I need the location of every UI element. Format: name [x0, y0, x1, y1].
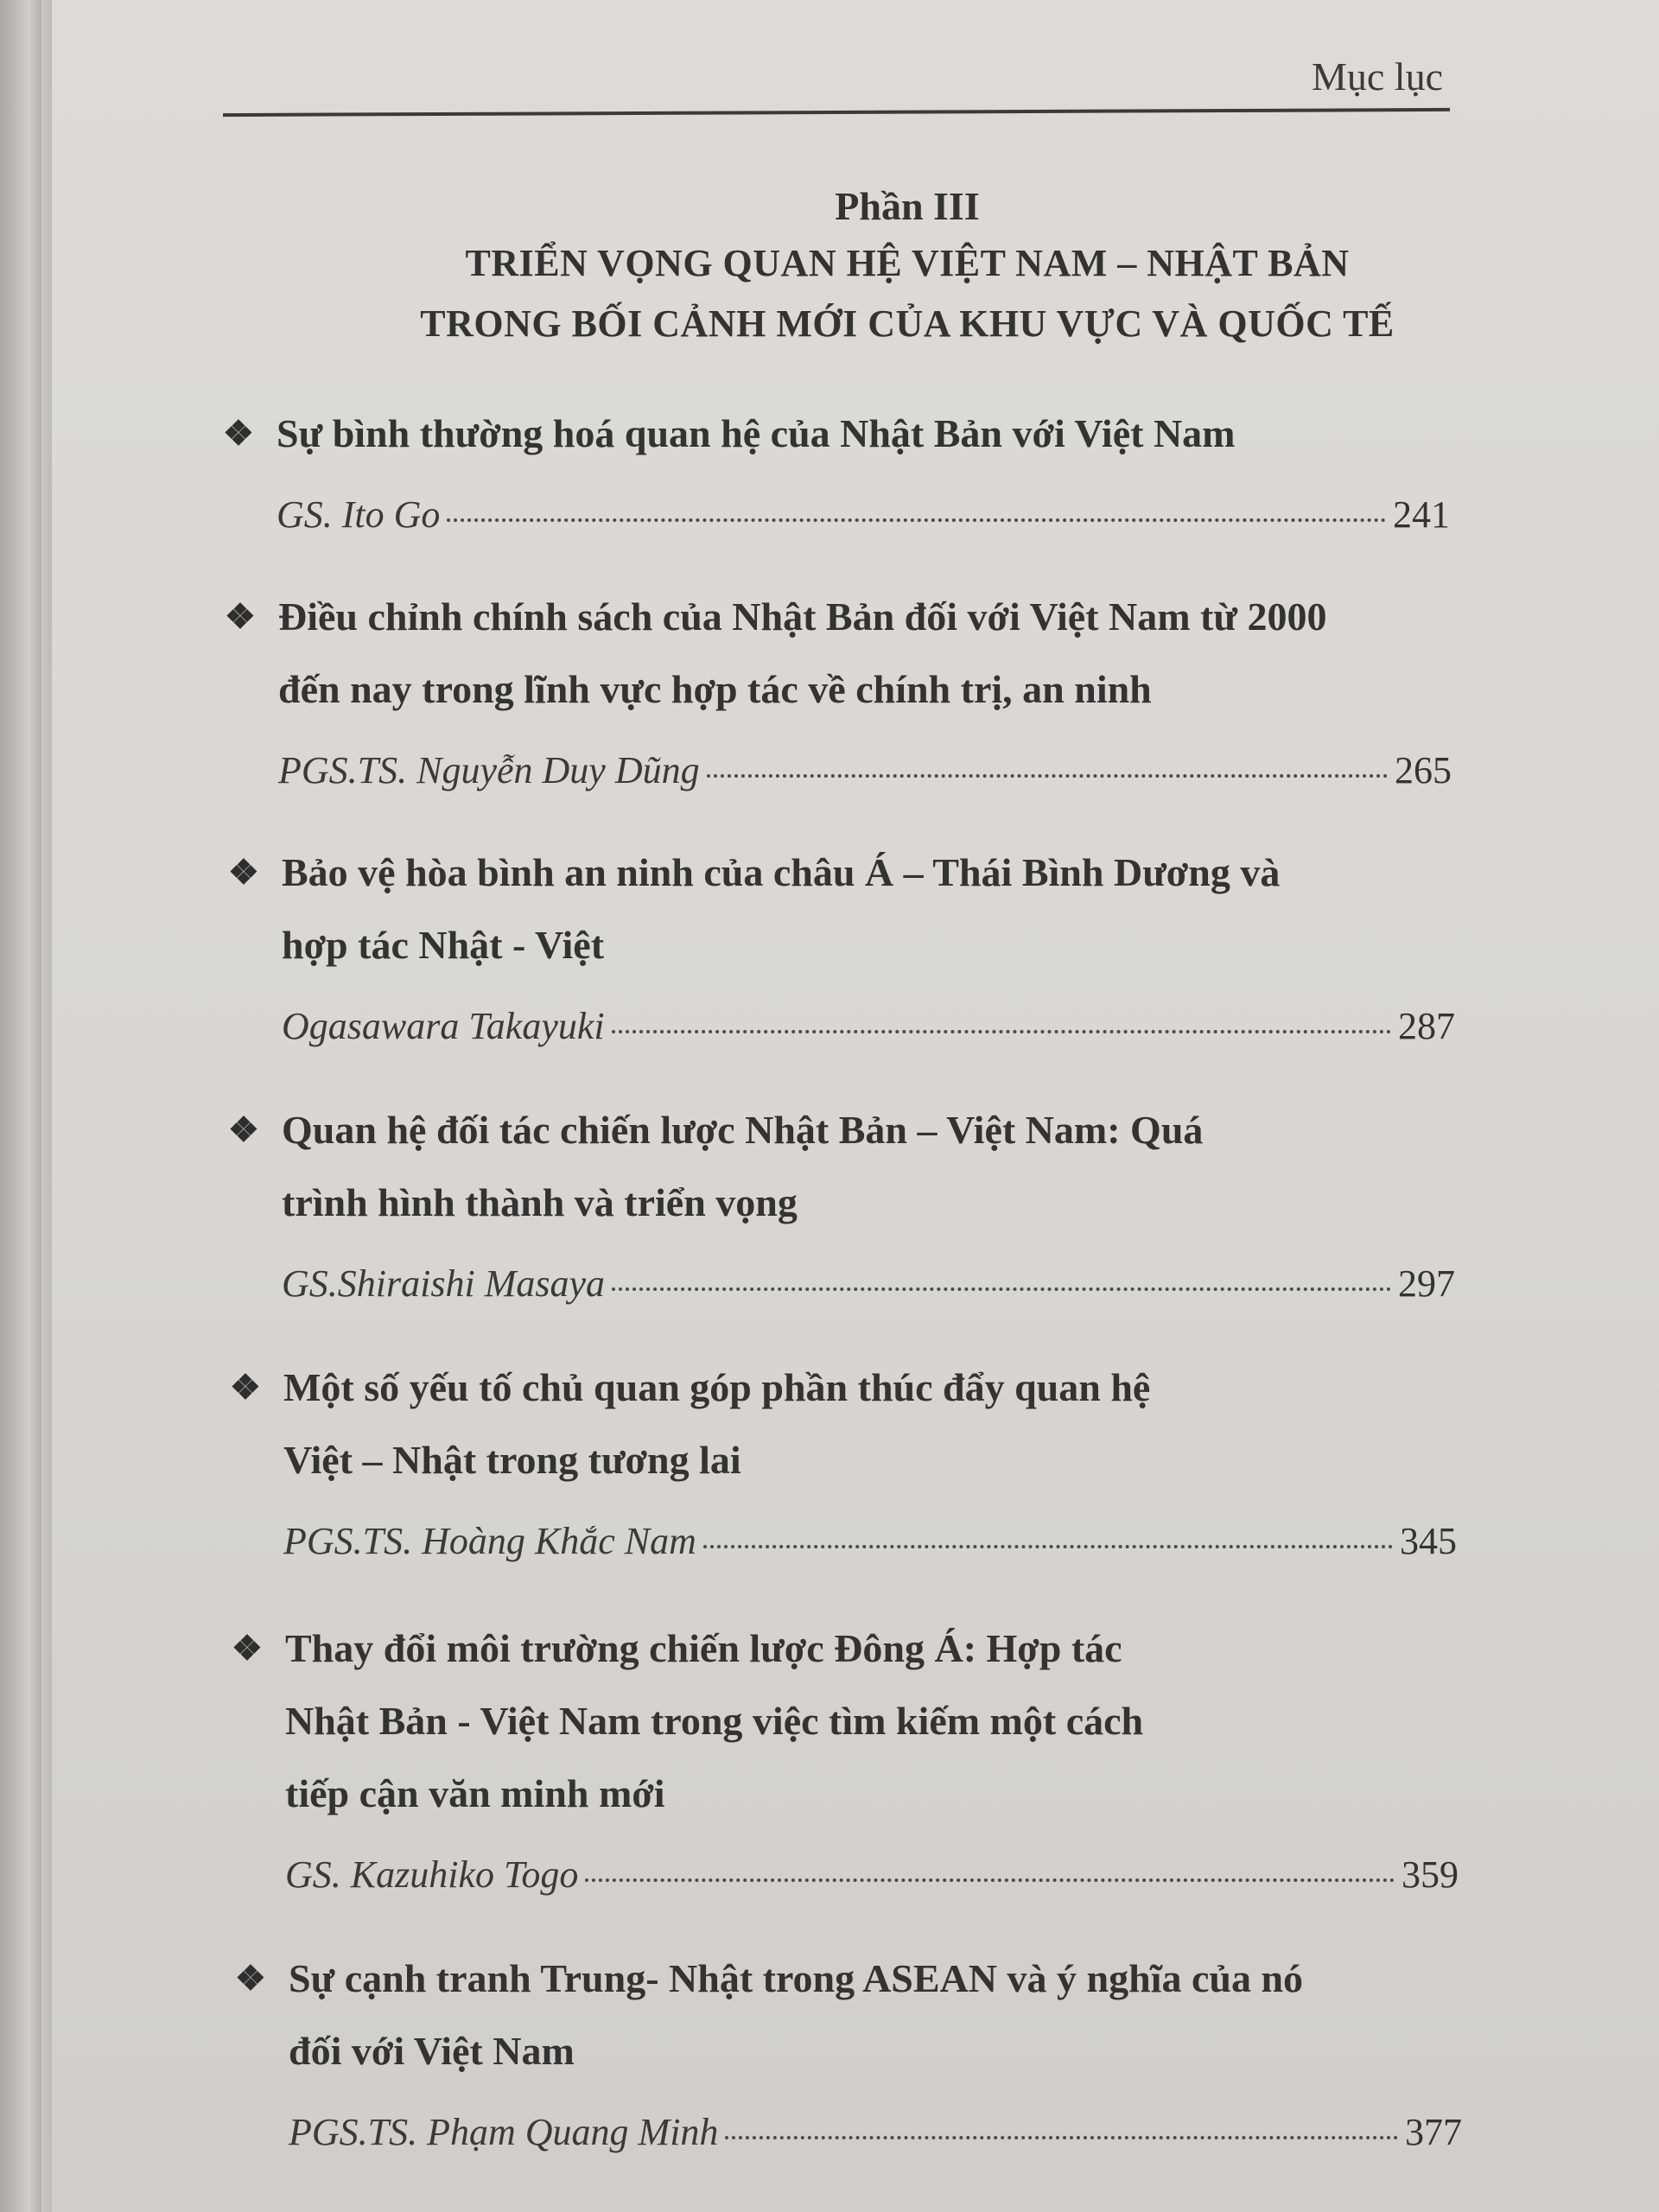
entry-author: PGS.TS. Phạm Quang Minh: [289, 2111, 719, 2153]
header-rule: [223, 108, 1450, 117]
leader-dots: [585, 1878, 1395, 1882]
bullet-diamond-icon: ❖: [235, 1959, 266, 1998]
running-header: Mục lục: [1311, 54, 1443, 99]
author-line: [228, 1258, 1455, 1310]
author-line: [230, 1516, 1457, 1567]
toc-entry: [223, 397, 1450, 541]
toc-entry: [232, 1612, 1459, 1901]
entry-author: PGS.TS. Nguyễn Duy Dũng: [278, 749, 700, 791]
bullet-diamond-icon: ❖: [225, 597, 256, 636]
leader-dots: [703, 1545, 1393, 1548]
entry-author: PGS.TS. Hoàng Khắc Nam: [283, 1520, 696, 1562]
part-label: Phần III: [835, 184, 980, 228]
entry-title-line: Sự cạnh tranh Trung- Nhật trong ASEAN và ý nghĩa của nó: [289, 1956, 1304, 2000]
bullet-diamond-icon: ❖: [228, 1110, 259, 1149]
entry-author: GS.Shiraishi Masaya: [282, 1262, 605, 1305]
toc-entry: [235, 1942, 1462, 2158]
entry-title: [228, 836, 1455, 982]
leader-dots: [707, 774, 1388, 778]
entry-title-line: Sự bình thường hoá quan hệ của Nhật Bản với Việt Nam: [276, 411, 1236, 455]
leader-dots: [447, 518, 1386, 522]
entry-author: Ogasawara Takayuki: [282, 1005, 605, 1047]
entry-title-line: Việt – Nhật trong tương lai: [283, 1438, 741, 1482]
part-title-line-1: TRIỂN VỌNG QUAN HỆ VIỆT NAM – NHẬT BẢN: [465, 242, 1350, 284]
bullet-diamond-icon: ❖: [228, 853, 259, 892]
entry-title: [228, 1094, 1455, 1239]
leader-dots: [612, 1287, 1391, 1291]
previous-page-edge: [0, 0, 41, 2212]
entry-title-line: Điều chỉnh chính sách của Nhật Bản đối với Việt Nam từ 2000: [278, 594, 1327, 639]
entry-title-line: Bảo vệ hòa bình an ninh của châu Á – Thái Bình Dương và: [282, 850, 1281, 894]
entry-title-line: tiếp cận văn minh mới: [285, 1771, 665, 1815]
entry-title-line: Thay đổi môi trường chiến lược Đông Á: Hợp tác: [285, 1626, 1122, 1670]
bullet-diamond-icon: ❖: [230, 1368, 261, 1407]
entry-title-line: đối với Việt Nam: [289, 2029, 575, 2073]
entry-author: GS. Kazuhiko Togo: [285, 1853, 579, 1896]
leader-dots: [725, 2136, 1398, 2139]
entry-title-line: trình hình thành và triển vọng: [282, 1180, 798, 1224]
entry-title: [223, 397, 1450, 470]
entry-page-number: 359: [1402, 1853, 1459, 1896]
entry-title: [230, 1351, 1457, 1497]
author-line: [232, 1849, 1459, 1901]
entry-title-line: Một số yếu tố chủ quan góp phần thúc đẩy quan hệ: [283, 1365, 1151, 1409]
entry-page-number: 265: [1395, 749, 1452, 791]
entry-title-line: hợp tác Nhật - Việt: [282, 923, 605, 967]
toc-entry: [230, 1351, 1457, 1567]
entry-title-line: Nhật Bản - Việt Nam trong việc tìm kiếm một cách: [285, 1699, 1144, 1743]
bullet-diamond-icon: ❖: [223, 414, 254, 453]
part-title-line-2: TRONG BỐI CẢNH MỚI CỦA KHU VỰC VÀ QUỐC TẾ: [420, 302, 1395, 345]
toc-entry: [228, 1094, 1455, 1310]
entry-title: [232, 1612, 1459, 1830]
entry-title-line: đến nay trong lĩnh vực hợp tác về chính trị, an ninh: [278, 667, 1152, 711]
author-line: [228, 1001, 1455, 1052]
leader-dots: [612, 1030, 1391, 1033]
toc-entry: [225, 581, 1452, 797]
entry-title: [225, 581, 1452, 726]
entry-title: [235, 1942, 1462, 2088]
author-line: [225, 745, 1452, 797]
author-line: [223, 489, 1450, 541]
table-of-contents-page: [52, 0, 1659, 2212]
bullet-diamond-icon: ❖: [232, 1629, 263, 1668]
entry-page-number: 377: [1405, 2111, 1462, 2153]
entry-page-number: 297: [1398, 1262, 1455, 1305]
entry-page-number: 287: [1398, 1005, 1455, 1047]
author-line: [235, 2107, 1462, 2158]
entry-page-number: 241: [1393, 493, 1450, 536]
entry-page-number: 345: [1400, 1520, 1457, 1562]
toc-entry: [228, 836, 1455, 1052]
entry-author: GS. Ito Go: [276, 493, 441, 536]
entry-title-line: Quan hệ đối tác chiến lược Nhật Bản – Việt Nam: Quá: [282, 1108, 1204, 1152]
part-heading: [173, 180, 1642, 354]
